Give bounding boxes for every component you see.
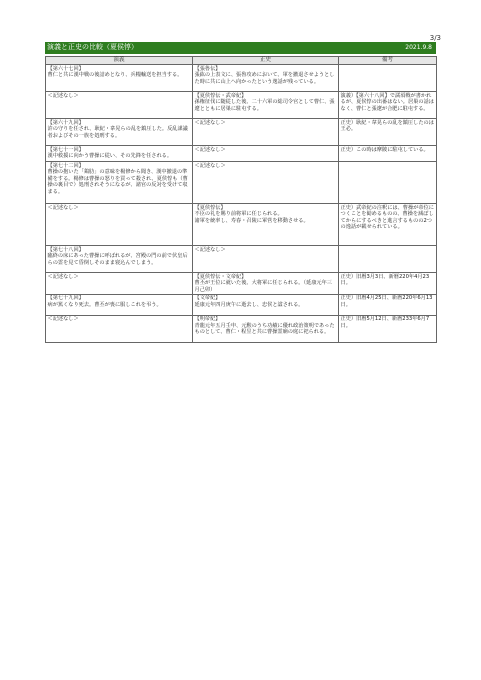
engi-cell xyxy=(46,204,193,246)
comparison-table xyxy=(45,56,437,343)
cell-text: 【第六十九回】 xyxy=(47,119,84,126)
cell-text: 曹操の抱いた「鶏肋」の意味を楊修から聞き、漢中撤退の準備をする。楊修は曹操の怒りを買って殺され、夏侯惇も（曹操の裏目で）処刑されそうになるが、諸官の反対を受けて収まる。 xyxy=(47,169,188,195)
engi-cell xyxy=(46,146,193,162)
cell-text: 【第七十二回】 xyxy=(47,162,84,169)
cell-text: 【夏侯惇伝】 xyxy=(194,204,226,211)
biko-cell xyxy=(339,162,437,204)
cell-text: 【夏侯惇伝・武帝紀】 xyxy=(194,92,247,99)
page-number: 3/3 xyxy=(429,34,441,42)
cell-text: ＜記述なし＞ xyxy=(194,246,226,253)
cell-text: ＜記述なし＞ xyxy=(47,92,79,99)
cell-text: 曹丕が王位に就いた後、大将軍に任じられる。（延康元年三月己卯） xyxy=(194,280,332,293)
cell-text: 正史）耿紀・韋晃らの乱を鎮圧したのは王必。 xyxy=(340,119,434,133)
seishi-cell xyxy=(193,65,339,92)
engi-cell xyxy=(46,294,193,315)
engi-cell xyxy=(46,315,193,342)
biko-cell xyxy=(339,315,437,342)
section-title-bar xyxy=(45,42,436,53)
cell-text: ＜記述なし＞ xyxy=(47,204,79,211)
cell-text: ＜記述なし＞ xyxy=(194,146,226,153)
seishi-cell xyxy=(193,246,339,273)
table-row xyxy=(46,246,437,273)
table-row xyxy=(46,294,437,315)
cell-text: 【第六十七回】 xyxy=(47,65,84,72)
biko-cell xyxy=(339,273,437,295)
cell-text: 【張魯伝】 xyxy=(194,65,221,72)
cell-text: 張紘の上表文に、張魯攻めにおいて、軍を撤退させようとした時に共に山上へ向かったという逸話が残っている。 xyxy=(194,72,335,85)
column-header-seishi: 正史 xyxy=(193,57,339,65)
column-header-biko: 備考 xyxy=(339,57,437,65)
cell-text: 不臣の礼を賜り前将軍に任じられる。 xyxy=(194,211,283,218)
column-header-engi: 演義 xyxy=(46,57,193,65)
seishi-cell xyxy=(193,162,339,204)
seishi-cell xyxy=(193,294,339,315)
cell-text: 孫権征伐に随従した後、二十六軍の総司令官として曹仁、張遼とともに居巣に駐屯する。 xyxy=(194,99,335,112)
biko-cell xyxy=(339,92,437,119)
table-row xyxy=(46,92,437,119)
cell-text: 【第七十一回】 xyxy=(47,146,84,153)
cell-text: 正史）この時は摩陂に駐屯している。 xyxy=(340,146,429,153)
table-header-row xyxy=(46,57,437,65)
engi-cell xyxy=(46,162,193,204)
biko-cell xyxy=(339,146,437,162)
table-row xyxy=(46,204,437,246)
cell-text: 臨終の床にあった曹操に呼ばれるが、宮殿の門の前で伏皇后らの霊を見て昏倒しそのまま寝込んでしまう。 xyxy=(47,253,188,266)
table-row xyxy=(46,162,437,204)
cell-text: 諸軍を統率し、寿春・召陵に軍営を移動させる。 xyxy=(194,217,309,224)
seishi-cell xyxy=(193,146,339,162)
engi-cell xyxy=(46,65,193,92)
cell-text: 【文帝紀】 xyxy=(194,295,221,302)
cell-text: 【夏侯惇伝・文帝紀】 xyxy=(194,273,247,280)
seishi-cell xyxy=(193,273,339,295)
page-title: 演義と正史の比較（夏侯惇） xyxy=(47,43,138,51)
cell-text: 許の守りを任され、耿紀・韋晃らの乱を鎮圧した。反乱謀議者およびその一族を処刑する。 xyxy=(47,126,188,139)
biko-cell xyxy=(339,294,437,315)
cell-text: 【第七十九回】 xyxy=(47,295,84,302)
cell-text: 病が篤くなり死去。曹丕が喪に服しこれを弔う。 xyxy=(47,301,162,308)
biko-cell xyxy=(339,119,437,146)
table-row xyxy=(46,146,437,162)
title-divider xyxy=(45,53,436,54)
biko-cell xyxy=(339,65,437,92)
table-row xyxy=(46,119,437,146)
table-row xyxy=(46,273,437,295)
cell-text: 【明帝紀】 xyxy=(194,316,221,323)
cell-text: 青龍元年五月壬申、元勲のうち功績に優れ政治策明であったものとして、曹仁・程昱と共に曹操霊廟の庭に祀られる。 xyxy=(194,322,335,336)
engi-cell xyxy=(46,246,193,273)
cell-text: 正史）旧暦3月3日、新暦220年4月23日。 xyxy=(340,273,430,287)
cell-text: 正史）武帝紀の注釈には、曹操が帝位につくことを勧めるものの、曹操を減ぼしてからにするべきと進言するものの2つの逸話が載せられている。 xyxy=(340,204,434,231)
seishi-cell xyxy=(193,204,339,246)
cell-text: ＜記述なし＞ xyxy=(194,162,226,169)
cell-text: 曹仁と共に漢中戦の後詰めとなり、兵糧輸送を担当する。 xyxy=(47,72,183,79)
table-row xyxy=(46,65,437,92)
cell-text: 正史）旧暦4月25日、新暦220年6月13日。 xyxy=(340,295,433,308)
cell-text: ＜記述なし＞ xyxy=(194,119,226,126)
cell-text: ＜記述なし＞ xyxy=(47,316,79,323)
cell-text: 演義）【第六十八回】で濡須戦が書かれるが、夏侯惇の出番はない。居巣の話はなく、曹仁と張遼が合肥に駐屯する。 xyxy=(340,92,434,112)
seishi-cell xyxy=(193,92,339,119)
engi-cell xyxy=(46,119,193,146)
engi-cell xyxy=(46,92,193,119)
seishi-cell xyxy=(193,119,339,146)
cell-text: 正史）旧暦5月12日、新暦233年6月7日。 xyxy=(340,316,430,329)
table-body xyxy=(46,65,437,343)
table-row xyxy=(46,315,437,342)
cell-text: 延康元年四月庚午に逝去し、忠侯と諡される。 xyxy=(194,301,304,308)
cell-text: 【第七十八回】 xyxy=(47,246,84,253)
cell-text: ＜記述なし＞ xyxy=(47,273,79,280)
biko-cell xyxy=(339,246,437,273)
biko-cell xyxy=(339,204,437,246)
cell-text: 漢中救援に向かう曹操に従い、その先鋒を任される。 xyxy=(47,153,173,160)
document-date: 2021.9.8 xyxy=(405,44,432,51)
engi-cell xyxy=(46,273,193,295)
seishi-cell xyxy=(193,315,339,342)
